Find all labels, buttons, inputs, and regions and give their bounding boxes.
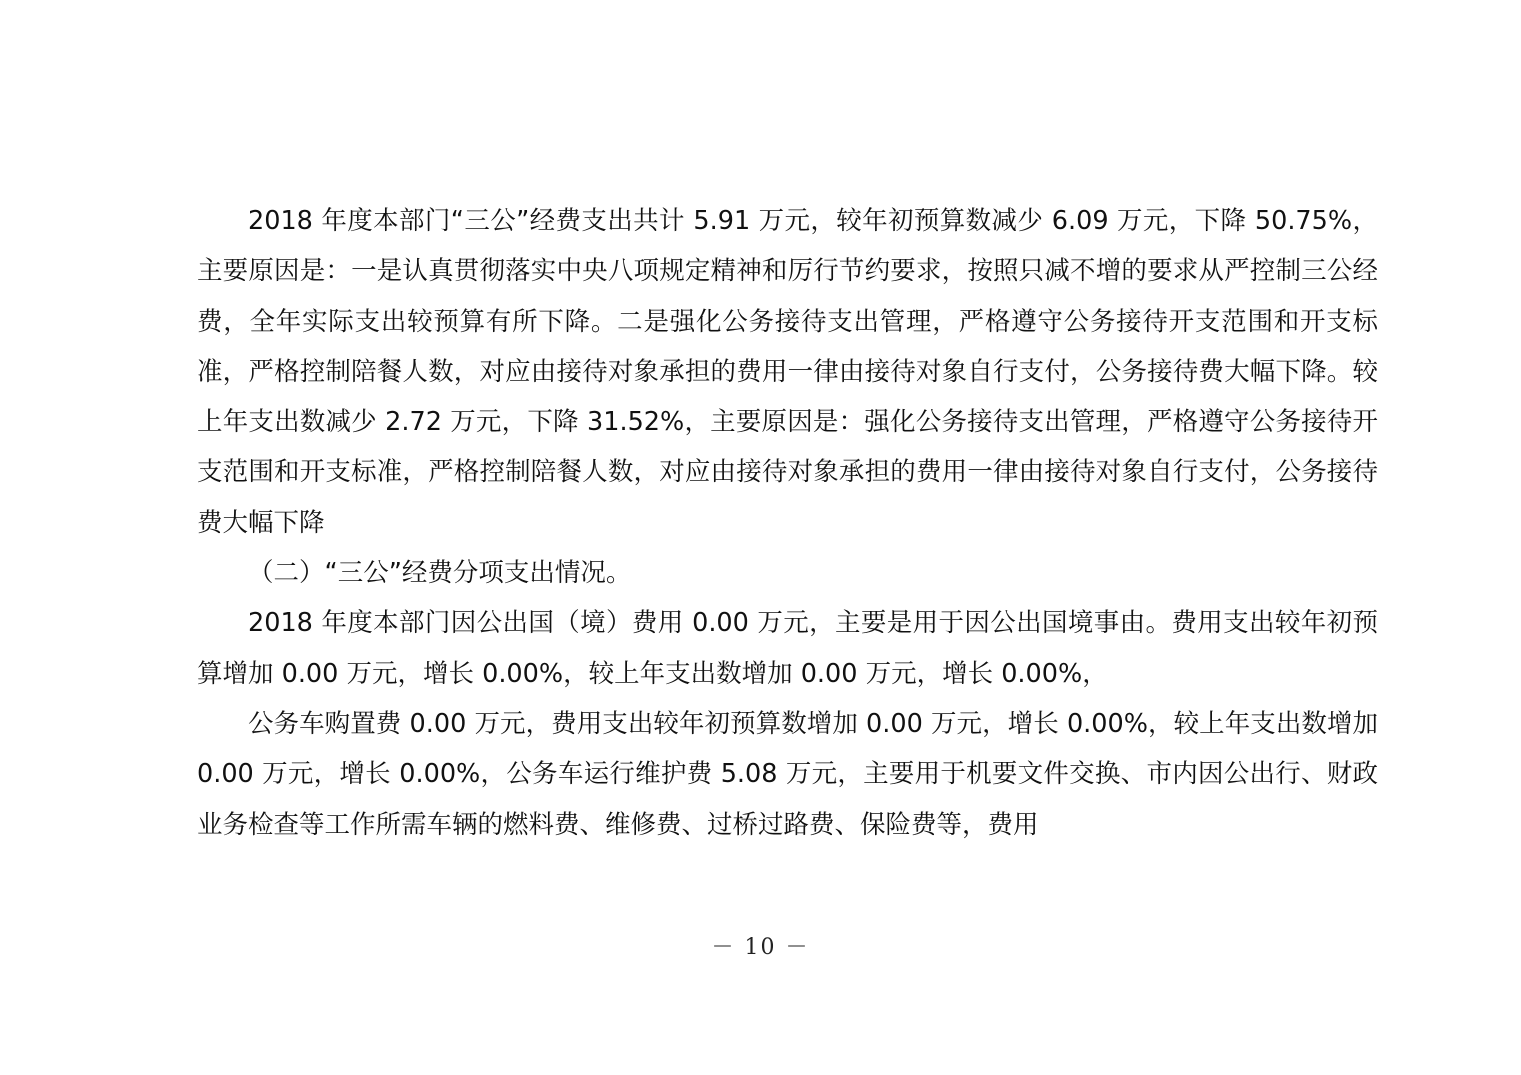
paragraph-overseas-travel: 2018 年度本部门因公出国（境）费用 0.00 万元，主要是用于因公出国境事由。费用支出较年初预算增加 0.00 万元，增长 0.00%，较上年支出数增加 0.00 万元，增长 0.00%， <box>197 608 1378 689</box>
page-number: － 10 － <box>711 935 810 960</box>
paragraph-official-vehicles: 公务车购置费 0.00 万元，费用支出较年初预算数增加 0.00 万元，增长 0.00%，较上年支出数增加 0.00 万元，增长 0.00%，公务车运行维护费 5.08 万元，主要用于机要文件交换、市内因公出行、财政业务检查等工作所需车辆的燃料费、维修费、过桥过路费、保险费等，费用 <box>197 708 1378 840</box>
section-heading-itemized: （二）“三公”经费分项支出情况。 <box>248 558 632 589</box>
paragraph-total-expenditure: 2018 年度本部门“三公”经费支出共计 5.91 万元，较年初预算数减少 6.09 万元，下降 50.75%，主要原因是：一是认真贯彻落实中央八项规定精神和厉行节约要求，按照只减不增的要求从严控制三公经费，全年实际支出较预算有所下降。二是强化公务接待支出管理，严格遵守公务接待开支范围和开支标准，严格控制陪餐人数，对应由接待对象承担的费用一律由接待对象自行支付，公务接待费大幅下降。较上年支出数减少 2.72 万元，下降 31.52%，主要原因是：强化公务接待支出管理，严格遵守公务接待开支范围和开支标准，严格控制陪餐人数，对应由接待对象承担的费用一律由接待对象自行支付，公务接待费大幅下降 <box>197 206 1378 538</box>
body-text <box>197 196 1378 850</box>
